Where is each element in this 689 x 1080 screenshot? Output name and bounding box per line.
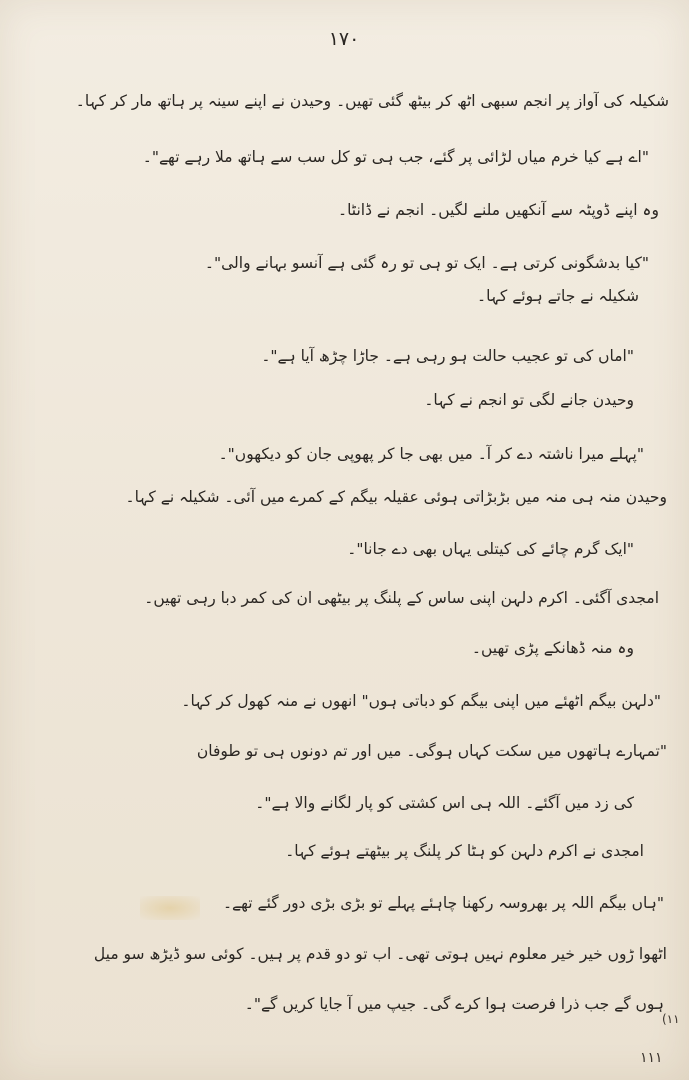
- text-line: امجدی آگئی۔ اکرم دلہن اپنی ساس کے پلنگ پر بیٹھی ان کی کمر دبا رہی تھیں۔: [144, 589, 659, 607]
- corner-mark: ۱۱۱: [640, 1050, 663, 1066]
- text-line: "پہلے میرا ناشتہ دے کر آ۔ میں بھی جا کر پھوپی جان کو دیکھوں"۔: [218, 445, 644, 463]
- text-line: شکیلہ نے جاتے ہوئے کہا۔: [477, 287, 639, 305]
- text-line: وہ اپنے ڈوپٹہ سے آنکھیں ملنے لگیں۔ انجم نے ڈانٹا۔: [338, 201, 659, 219]
- text-line: "ہاں بیگم اللہ پر بھروسہ رکھنا چاہئے پہلے تو بڑی بڑی دور گئے تھے۔: [222, 894, 664, 912]
- page-number: ۱۷۰: [328, 28, 360, 50]
- text-line: وحیدن منہ ہی منہ میں بڑبڑاتی ہوئی عقیلہ بیگم کے کمرے میں آئی۔ شکیلہ نے کہا۔: [125, 488, 667, 506]
- text-line: کی زد میں آگئے۔ اللہ ہی اس کشتی کو پار لگانے والا ہے"۔: [255, 794, 634, 812]
- text-line: "کیا بدشگونی کرتی ہے۔ ایک تو ہی تو رہ گئی ہے آنسو بہانے والی"۔: [204, 254, 649, 272]
- text-line: "ایک گرم چائے کی کیتلی یہاں بھی دے جانا"۔: [347, 540, 634, 558]
- text-line: ہوں گے جب ذرا فرصت ہوا کرے گی۔ جیپ میں آ جایا کریں گے"۔: [244, 995, 664, 1013]
- text-line: "اماں کی تو عجیب حالت ہو رہی ہے۔ جاڑا چڑھ آیا ہے"۔: [261, 347, 634, 365]
- margin-note: (۱۱: [662, 1012, 680, 1026]
- text-line: "تمہارے ہاتھوں میں سکت کہاں ہوگی۔ میں اور تم دونوں ہی تو طوفان: [196, 742, 667, 760]
- text-line: وہ منہ ڈھانکے پڑی تھیں۔: [471, 639, 634, 657]
- text-line: "دلہن بیگم اٹھئے میں اپنی بیگم کو دباتی ہوں" انھوں نے منہ کھول کر کہا۔: [181, 692, 661, 710]
- text-line: "اے ہے کیا خرم میاں لڑائی پر گئے، جب ہی تو کل سب سے ہاتھ ملا رہے تھے"۔: [142, 148, 649, 166]
- text-line: وحیدن جانے لگی تو انجم نے کہا۔: [424, 391, 634, 409]
- text-line: شکیلہ کی آواز پر انجم سبھی اٹھ کر بیٹھ گئی تھیں۔ وحیدن نے اپنے سینہ پر ہاتھ مار کر کہا۔: [75, 92, 669, 110]
- paper-stain: [140, 896, 200, 920]
- text-line: امجدی نے اکرم دلہن کو ہٹا کر پلنگ پر بیٹھتے ہوئے کہا۔: [285, 842, 644, 860]
- text-line: اٹھوا ڑوں خیر خیر معلوم نہیں ہوتی تھی۔ اب تو دو قدم پر ہیں۔ کوئی سو ڈیڑھ سو میل: [93, 945, 667, 963]
